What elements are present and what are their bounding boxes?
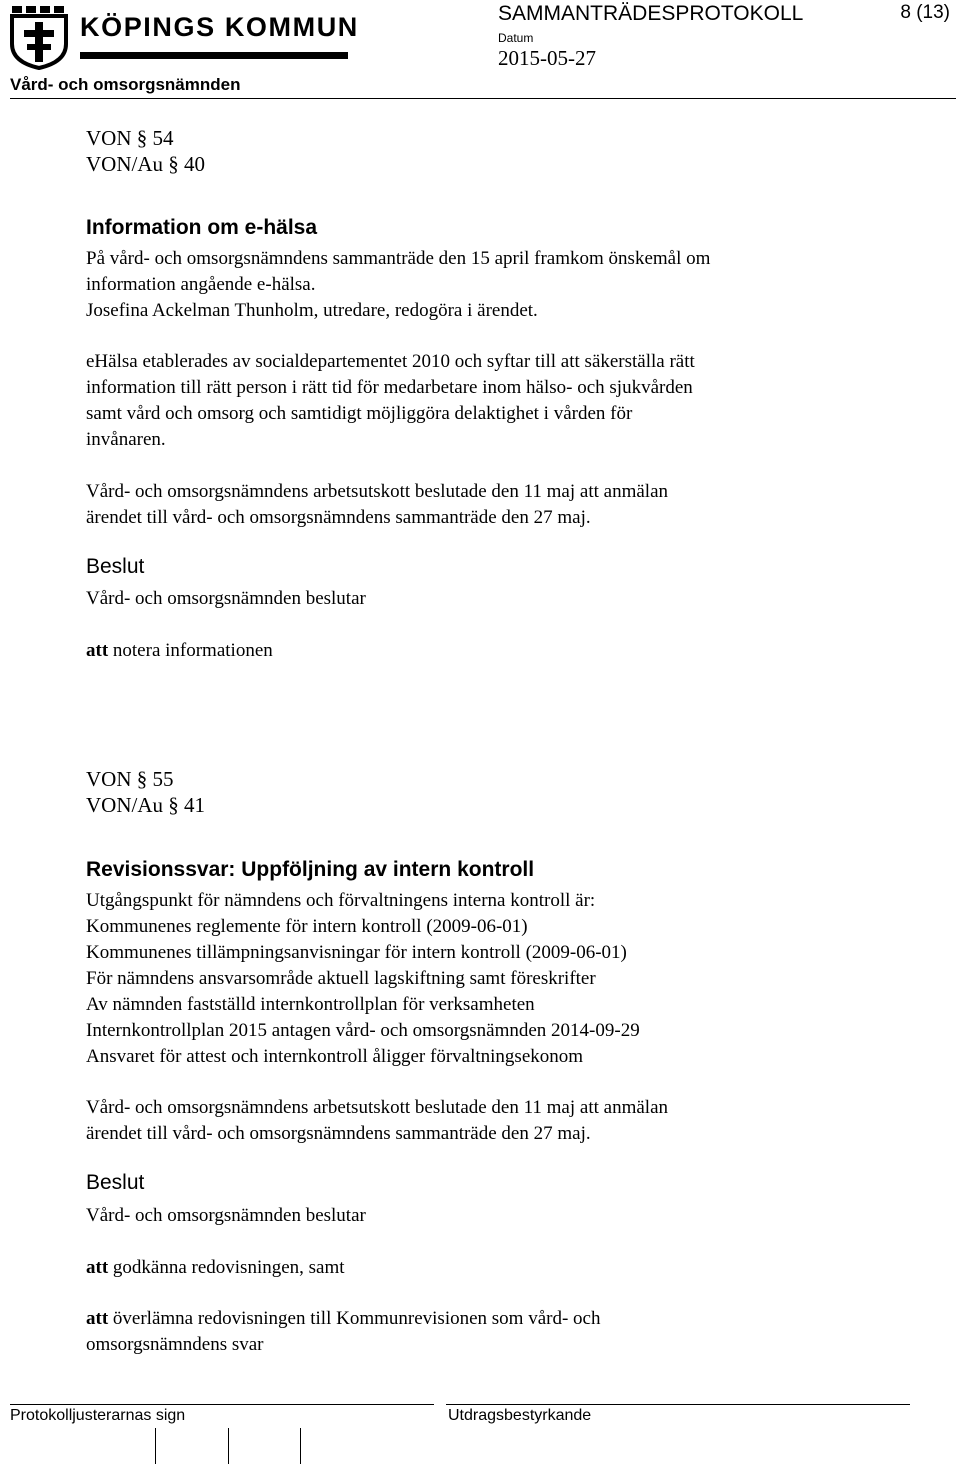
item-1-decision	[86, 638, 273, 664]
municipality-logo	[10, 4, 359, 70]
item-1-title: Information om e-hälsa	[86, 216, 318, 239]
footer-divider	[446, 1404, 910, 1405]
att-keyword: att	[86, 1308, 109, 1329]
header-divider	[10, 98, 956, 99]
item-2-title: Revisionssvar: Uppföljning av intern kontroll	[86, 858, 535, 881]
decision-text: notera informationen	[112, 640, 273, 661]
item-2-intro-line: Internkontrollplan 2015 antagen vård- och omsorgsnämnden 2014-09-29	[86, 1020, 640, 1041]
item-1-intro-line: På vård- och omsorgsnämndens sammanträde den 15 april framkom önskemål om	[86, 248, 711, 269]
item-2-ref-von: VON § 55	[86, 767, 174, 791]
item-2-intro-line: För nämndens ansvarsområde aktuell lagskiftning samt föreskrifter	[86, 968, 596, 989]
item-1-decision-intro: Vård- och omsorgsnämnden beslutar	[86, 588, 366, 609]
committee-name: Vård- och omsorgsnämnden	[10, 75, 241, 94]
item-2-intro-line: Ansvaret för attest och internkontroll åligger förvaltningsekonom	[86, 1046, 584, 1067]
item-2-intro-line: Av nämnden fastställd internkontrollplan för verksamheten	[86, 994, 535, 1015]
footer-divider	[10, 1404, 434, 1405]
item-2-ref-au: VON/Au § 41	[86, 793, 205, 817]
att-keyword: att	[86, 1257, 109, 1278]
item-2-decision-intro: Vård- och omsorgsnämnden beslutar	[86, 1205, 366, 1226]
date-label: Datum	[498, 31, 534, 45]
page-number: 8 (13)	[900, 2, 950, 23]
item-1-intro-line: information angående e-hälsa.	[86, 274, 316, 295]
item-2-decision	[86, 1306, 600, 1332]
item-1-body-line: information till rätt person i rätt tid för medarbetare inom hälso- och sjukvården	[86, 377, 693, 398]
item-1-intro-line: Josefina Ackelman Thunholm, utredare, redogöra i ärendet.	[86, 300, 538, 321]
signature-box-divider	[228, 1428, 229, 1464]
item-1-body-line: invånaren.	[86, 429, 166, 450]
item-2-intro-line: Kommunenes reglemente för intern kontroll (2009-06-01)	[86, 916, 528, 937]
excerpt-certification-label: Utdragsbestyrkande	[448, 1407, 592, 1424]
item-2-decision	[86, 1255, 345, 1281]
logo-underline	[80, 52, 348, 59]
item-1-body-line: samt vård och omsorg och samtidigt möjliggöra delaktighet i vården för	[86, 403, 633, 424]
item-2-intro-line: Kommunenes tillämpningsanvisningar för intern kontroll (2009-06-01)	[86, 942, 627, 963]
item-1-ref-von: VON § 54	[86, 126, 174, 150]
decision-text: överlämna redovisningen till Kommunrevisionen som vård- och	[112, 1308, 601, 1329]
item-2-au-note-line: Vård- och omsorgsnämndens arbetsutskott beslutade den 11 maj att anmälan	[86, 1097, 668, 1118]
item-1-body-line: eHälsa etablerades av socialdepartementet 2010 och syftar till att säkerställa rätt	[86, 351, 695, 372]
signature-box-divider	[155, 1428, 156, 1464]
signature-label: Protokolljusterarnas sign	[10, 1407, 186, 1424]
decision-text: godkänna redovisningen, samt	[112, 1257, 345, 1278]
item-1-au-note-line: Vård- och omsorgsnämndens arbetsutskott beslutade den 11 maj att anmälan	[86, 481, 668, 502]
item-2-au-note-line: ärendet till vård- och omsorgsnämndens sammanträde den 27 maj.	[86, 1123, 591, 1144]
document-type: SAMMANTRÄDESPROTOKOLL	[498, 2, 804, 25]
date-value: 2015-05-27	[498, 46, 596, 70]
item-1-au-note-line: ärendet till vård- och omsorgsnämndens sammanträde den 27 maj.	[86, 507, 591, 528]
item-2-decision-heading: Beslut	[86, 1171, 145, 1194]
item-1-decision-heading: Beslut	[86, 555, 145, 578]
signature-box-divider	[300, 1428, 301, 1464]
item-2-decision-continuation: omsorgsnämndens svar	[86, 1334, 264, 1355]
item-1-ref-au: VON/Au § 40	[86, 152, 205, 176]
municipality-name: KÖPINGS KOMMUN	[80, 12, 359, 42]
att-keyword: att	[86, 640, 109, 661]
coat-of-arms-icon	[10, 4, 68, 70]
item-2-intro-line: Utgångspunkt för nämndens och förvaltningens interna kontroll är:	[86, 890, 596, 911]
